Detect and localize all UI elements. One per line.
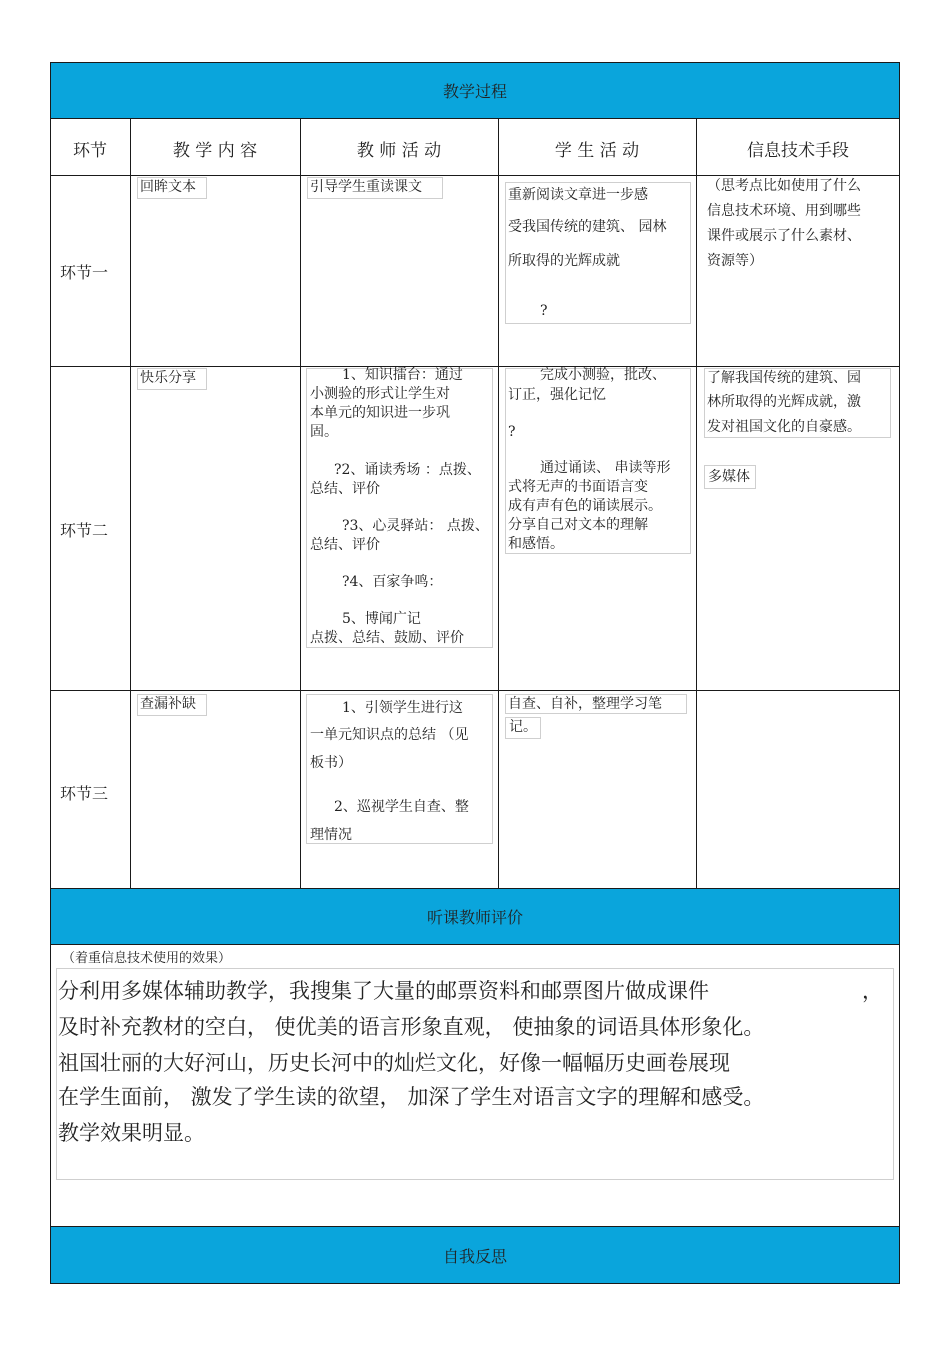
evaluation-line: 教学效果明显。 <box>58 1121 205 1145</box>
student-activity-line: ? <box>508 424 516 440</box>
header-student-activity: 学 生 活 动 <box>554 141 640 161</box>
student-activity-line: 成有声有色的诵读展示。 <box>508 498 662 514</box>
content-cell <box>137 177 207 199</box>
student-activity-line: ? <box>540 303 548 319</box>
student-activity-line: 所取得的光辉成就 <box>508 253 620 269</box>
stage-label: 环节三 <box>60 784 109 803</box>
teacher-activity-line: 理情况 <box>310 827 352 843</box>
student-activity-line: 分享自己对文本的理解 <box>508 517 648 533</box>
header-stage: 环节 <box>73 141 107 161</box>
tech-line: 林所取得的光辉成就，激 <box>707 394 861 410</box>
row-divider <box>50 366 900 367</box>
tech-line: 了解我国传统的建筑、园 <box>707 370 861 386</box>
tech-line: 信息技术环境、用到哪些 <box>707 203 861 219</box>
teacher-activity-line: 1、知识擂台：通过 <box>342 367 463 383</box>
header-content: 教 学 内 容 <box>172 141 258 161</box>
teacher-activity-line: ?3、心灵驿站： 点拨、 <box>342 518 489 534</box>
teacher-activity-line: 总结、评价 <box>310 537 380 553</box>
evaluation-line: 在学生面前， 激发了学生读的欲望， 加深了学生对语言文字的理解和感受。 <box>58 1085 765 1109</box>
tech-line: 资源等） <box>707 253 763 269</box>
row-divider <box>50 690 900 691</box>
column-divider <box>498 118 499 889</box>
evaluation-line: ， <box>862 979 883 1003</box>
column-divider <box>300 118 301 889</box>
header-tech-means: 信息技术手段 <box>747 141 849 161</box>
evaluation-line: 分利用多媒体辅助教学，我搜集了大量的邮票资料和邮票图片做成课件 <box>58 979 709 1003</box>
stage-label: 环节二 <box>60 521 109 540</box>
teacher-activity-line: ?2、诵读秀场 ：点拨、 <box>334 462 481 478</box>
content-text: 快乐分享 <box>140 370 196 386</box>
section-header-evaluation <box>50 888 900 945</box>
evaluation-note: （着重信息技术使用的效果） <box>62 951 232 966</box>
row-divider <box>50 175 900 176</box>
column-divider <box>130 118 131 889</box>
teacher-activity-line: 小测验的形式让学生对 <box>310 386 450 402</box>
teacher-activity-line: 固。 <box>310 424 338 440</box>
tech-line: （思考点比如使用了什么 <box>707 178 861 194</box>
reflection-title: 自我反思 <box>442 1246 507 1266</box>
section-header-teaching-process <box>50 62 900 119</box>
content-text: 查漏补缺 <box>140 696 196 712</box>
teacher-activity-line: 1、引领学生进行这 <box>342 700 463 716</box>
content-text: 回眸文本 <box>140 179 196 195</box>
student-activity-line: 通过诵读、 串读等形 <box>540 460 671 476</box>
teacher-activity-cell <box>307 177 443 199</box>
header-teacher-activity: 教 师 活 动 <box>356 141 442 161</box>
evaluation-line: 及时补充教材的空白， 使优美的语言形象直观， 使抽象的词语具体形象化。 <box>58 1015 765 1039</box>
content-cell <box>137 368 207 390</box>
student-activity-line: 自查、自补，整理学习笔 <box>508 696 662 712</box>
tech-line: 发对祖国文化的自豪感。 <box>707 419 861 435</box>
tech-line: 课件或展示了什么素材、 <box>707 228 861 244</box>
teacher-activity-text: 引导学生重读课文 <box>310 179 422 195</box>
student-activity-tail-text: 记。 <box>509 719 537 735</box>
teacher-activity-line: 5、博闻广记 <box>342 611 421 627</box>
student-activity-line: 订正，强化记忆 <box>508 387 606 403</box>
teacher-activity-line: 本单元的知识进一步巩 <box>310 405 450 421</box>
teacher-activity-line: 点拨、总结、鼓励、评价 <box>310 630 464 646</box>
teacher-activity-line: 总结、评价 <box>310 481 380 497</box>
section-header-reflection <box>50 1226 900 1284</box>
student-activity-line: 完成小测验，批改、 <box>540 367 666 383</box>
teacher-activity-line: 一单元知识点的总结 （见 <box>310 727 469 743</box>
tech-tag <box>704 465 756 489</box>
tech-tag-text: 多媒体 <box>708 469 750 485</box>
teaching-process-title: 教学过程 <box>442 82 507 101</box>
teacher-activity-line: 2、巡视学生自查、整 <box>334 799 469 815</box>
teacher-activity-line: 板书） <box>310 755 352 771</box>
evaluation-line: 祖国壮丽的大好河山，历史长河中的灿烂文化，好像一幅幅历史画卷展现 <box>58 1051 730 1075</box>
evaluation-title: 听课教师评价 <box>426 908 523 927</box>
column-divider <box>696 118 697 889</box>
student-activity-tail <box>505 717 541 739</box>
student-activity-line: 重新阅读文章进一步感 <box>508 187 648 203</box>
student-activity-line: 式将无声的书面语言变 <box>508 479 648 495</box>
student-activity-line: 和感悟。 <box>508 536 564 552</box>
student-activity-line: 受我国传统的建筑、 园林 <box>508 219 667 235</box>
teacher-activity-line: ?4、百家争鸣： <box>342 574 443 590</box>
stage-label: 环节一 <box>60 263 109 282</box>
content-cell <box>137 694 207 716</box>
